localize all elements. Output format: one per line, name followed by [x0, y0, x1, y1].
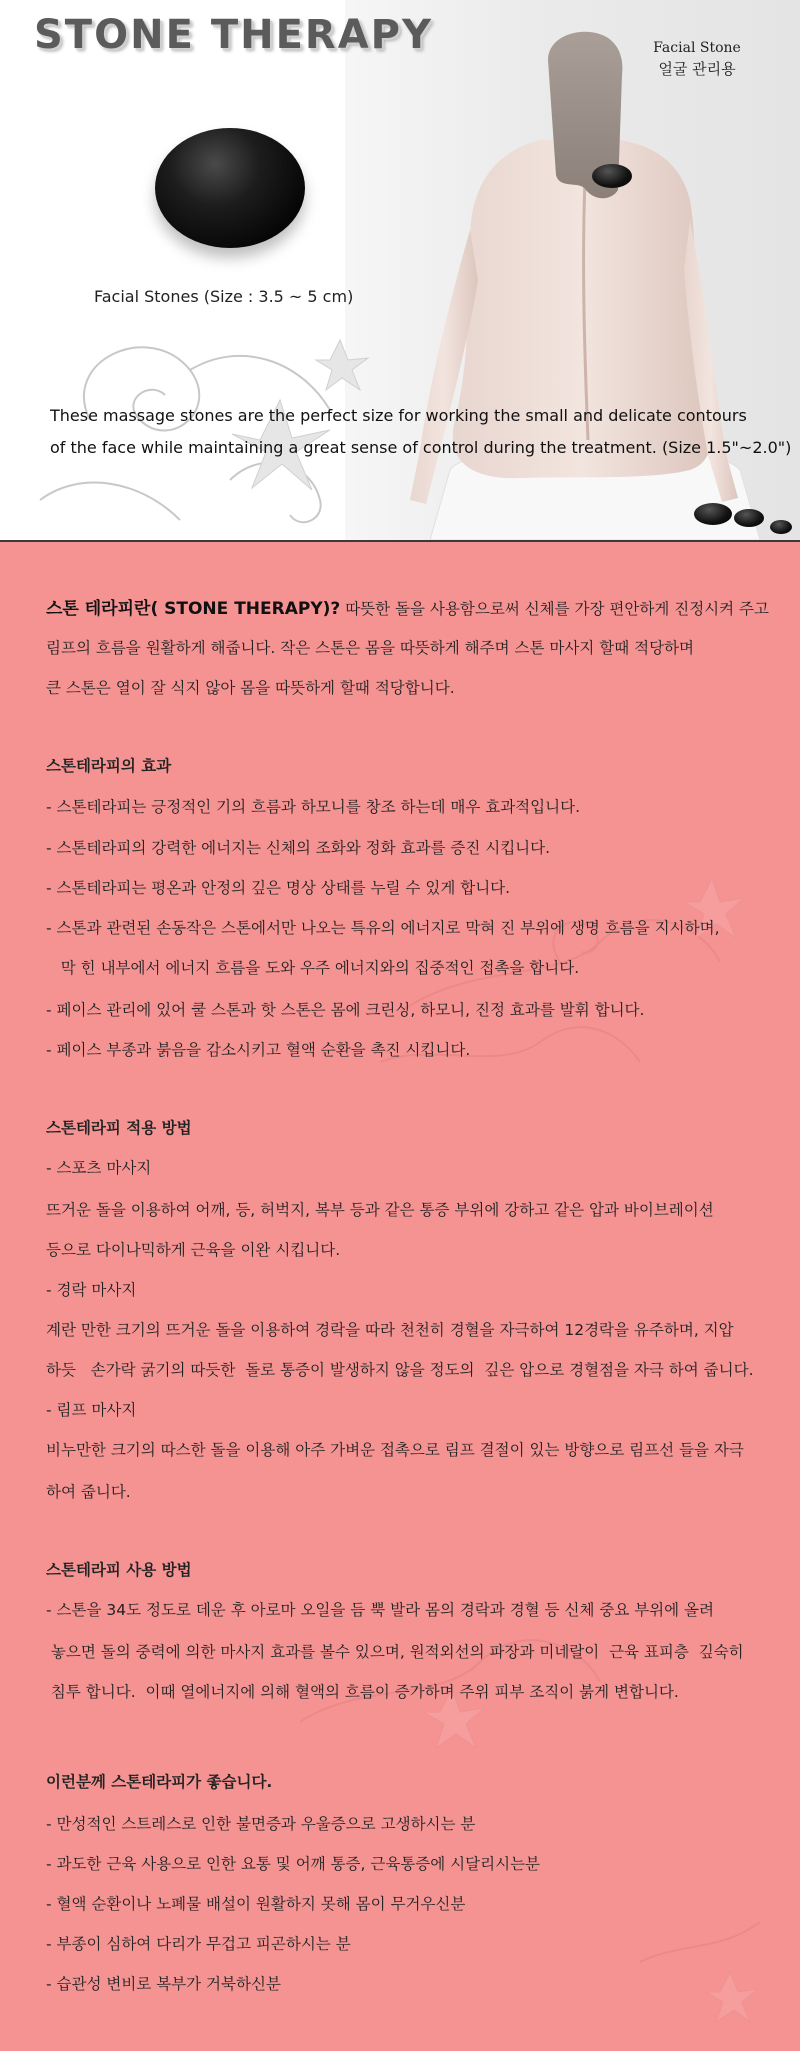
usage-line: 놓으면 돌의 중력에 의한 마사지 효과를 볼수 있으며, 원적외선의 파장과 미네랄이 근육 표피층 깊숙히 [46, 1643, 744, 1661]
caption-english: Facial Stone [653, 40, 741, 56]
hero-description [50, 400, 792, 464]
shoulder-stone-image [592, 164, 632, 188]
effects-line: 막 힌 내부에서 에너지 흐름을 도와 우주 에너지와의 집중적인 접촉을 합니다. [46, 959, 580, 977]
description-line: of the face while maintaining a great sense of control during the treatment. (Size 1.5"~2.0") [50, 438, 792, 457]
usage-line: 침투 합니다. 이때 열에너지에 의해 혈액의 흐름이 증가하며 주위 피부 조직이 붉게 변합니다. [46, 1683, 679, 1701]
intro-heading: 스톤 테라피란( STONE THERAPY)? [46, 599, 341, 619]
methods-heading: 스톤테라피 적용 방법 [46, 1119, 192, 1137]
recommend-line: - 과도한 근육 사용으로 인한 요통 및 어깨 통증, 근육통증에 시달리시는분 [46, 1855, 541, 1873]
effects-line: - 스톤과 관련된 손동작은 스톤에서만 나오는 특유의 에너지로 막혀 진 부위에 생명 흐름을 지시하며, [46, 919, 720, 937]
recommend-heading: 이런분께 스톤테라피가 좋습니다. [46, 1773, 273, 1791]
stone-size-caption: Facial Stones (Size : 3.5 ~ 5 cm) [94, 287, 354, 306]
recommend-line: - 만성적인 스트레스로 인한 불면증과 우울증으로 고생하시는 분 [46, 1815, 476, 1833]
methods-line: - 림프 마사지 [46, 1401, 137, 1419]
intro-line-2: 림프의 흐름을 원활하게 해줍니다. 작은 스톤은 몸을 따뜻하게 해주며 스톤 마사지 할때 적당하며 [46, 639, 695, 657]
hot-stone-image [770, 520, 792, 534]
brand-title: STONE THERAPY [34, 12, 433, 58]
info-content-panel [0, 542, 800, 2051]
usage-heading: 스톤테라피 사용 방법 [46, 1561, 192, 1579]
caption-korean: 얼굴 관리용 [658, 60, 736, 78]
hot-stone-image [694, 503, 732, 525]
methods-line: - 경락 마사지 [46, 1281, 137, 1299]
facial-stone-image [155, 128, 305, 248]
hot-stone-image [734, 509, 764, 527]
recommend-line: - 부종이 심하여 다리가 무겁고 피곤하시는 분 [46, 1935, 351, 1953]
methods-line: 하여 줍니다. [46, 1483, 131, 1501]
intro-text: 따뜻한 돌을 사용함으로써 신체를 가장 편안하게 진정시켜 주고 [340, 600, 769, 618]
effects-heading: 스톤테라피의 효과 [46, 757, 172, 775]
methods-line: 하듯 손가락 굵기의 따듯한 돌로 통증이 발생하지 않을 정도의 깊은 압으로 경혈점을 자극 하여 줍니다. [46, 1361, 754, 1379]
effects-line: - 스톤테라피는 평온과 안정의 깊은 명상 상태를 누릴 수 있게 합니다. [46, 879, 511, 897]
methods-line: 뜨거운 돌을 이용하여 어깨, 등, 허벅지, 복부 등과 같은 통증 부위에 강하고 같은 압과 바이브레이션 [46, 1201, 714, 1219]
methods-line: - 스포츠 마사지 [46, 1159, 152, 1177]
effects-line: - 페이스 관리에 있어 쿨 스톤과 핫 스톤은 몸에 크린싱, 하모니, 진정 효과를 발휘 합니다. [46, 1001, 645, 1019]
methods-line: 비누만한 크기의 따스한 돌을 이용해 아주 가벼운 접촉으로 림프 결절이 있는 방향으로 림프선 들을 자극 [46, 1441, 744, 1459]
facial-stone-caption [622, 40, 772, 79]
effects-line: - 페이스 부종과 붉음을 감소시키고 혈액 순환을 촉진 시킵니다. [46, 1041, 471, 1059]
usage-line: - 스톤을 34도 정도로 데운 후 아로마 오일을 듬 뿍 발라 몸의 경락과 경혈 등 신체 중요 부위에 올려 [46, 1601, 715, 1619]
effects-line: - 스톤테라피의 강력한 에너지는 신체의 조화와 정화 효과를 증진 시킵니다. [46, 839, 551, 857]
methods-line: 등으로 다이나믹하게 근육을 이완 시킵니다. [46, 1241, 341, 1259]
hero-banner [0, 0, 800, 542]
methods-line: 계란 만한 크기의 뜨거운 돌을 이용하여 경락을 따라 천천히 경혈을 자극하여 12경락을 유주하며, 지압 [46, 1321, 734, 1339]
intro-line-3: 큰 스톤은 열이 잘 식지 않아 몸을 따뜻하게 할때 적당합니다. [46, 679, 455, 697]
intro-line-1 [46, 594, 769, 619]
recommend-line: - 습관성 변비로 복부가 거북하신분 [46, 1975, 281, 1993]
description-line: These massage stones are the perfect size for working the small and delicate contours [50, 406, 747, 425]
effects-line: - 스톤테라피는 긍정적인 기의 흐름과 하모니를 창조 하는데 매우 효과적입니다. [46, 798, 581, 816]
recommend-line: - 혈액 순환이나 노폐물 배설이 원활하지 못해 몸이 무거우신분 [46, 1895, 466, 1913]
